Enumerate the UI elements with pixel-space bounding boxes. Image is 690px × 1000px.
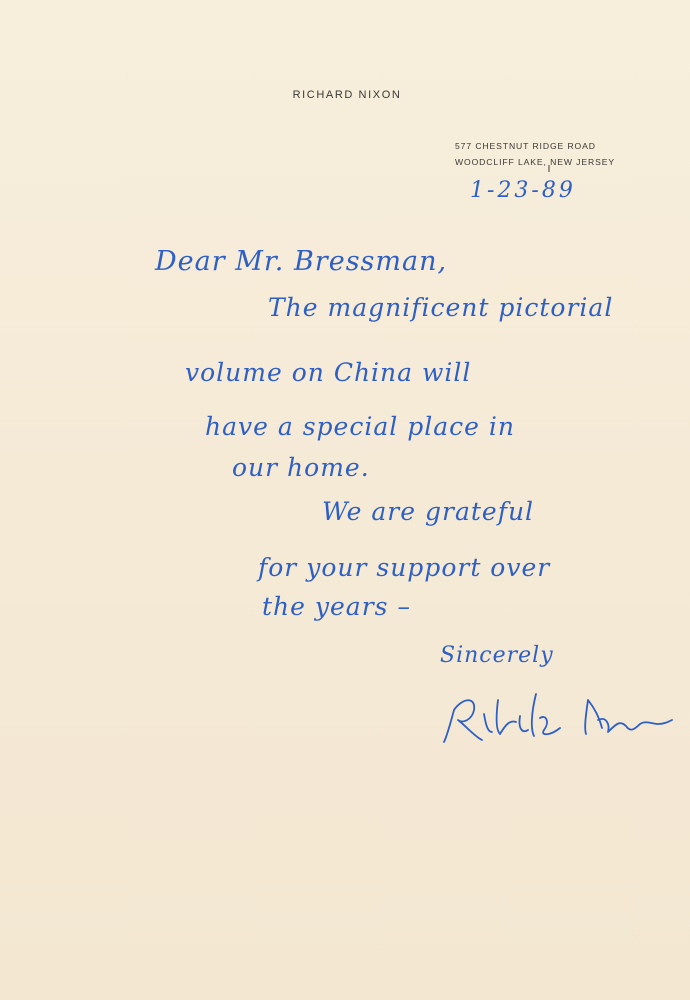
body-line-3: have a special place in xyxy=(205,412,515,441)
body-line-2: volume on China will xyxy=(185,358,472,387)
salutation: Dear Mr. Bressman, xyxy=(155,246,448,277)
body-line-4: our home. xyxy=(232,453,370,482)
signature-scrawl xyxy=(440,680,675,750)
closing: Sincerely xyxy=(440,643,554,668)
signature xyxy=(440,680,675,750)
body-line-6: for your support over xyxy=(258,553,551,582)
letterhead-name: RICHARD NIXON xyxy=(292,89,402,101)
body-line-1: The magnificent pictorial xyxy=(268,293,614,322)
body-line-5: We are grateful xyxy=(322,497,535,526)
address-line-1: 577 CHESTNUT RIDGE ROAD xyxy=(455,141,596,151)
letterhead-address xyxy=(455,138,655,170)
letter-date: 1-23-89 xyxy=(470,178,576,203)
body-line-7: the years – xyxy=(262,592,411,621)
address-line-2: WOODCLIFF LAKE, NEW JERSEY xyxy=(455,157,615,167)
